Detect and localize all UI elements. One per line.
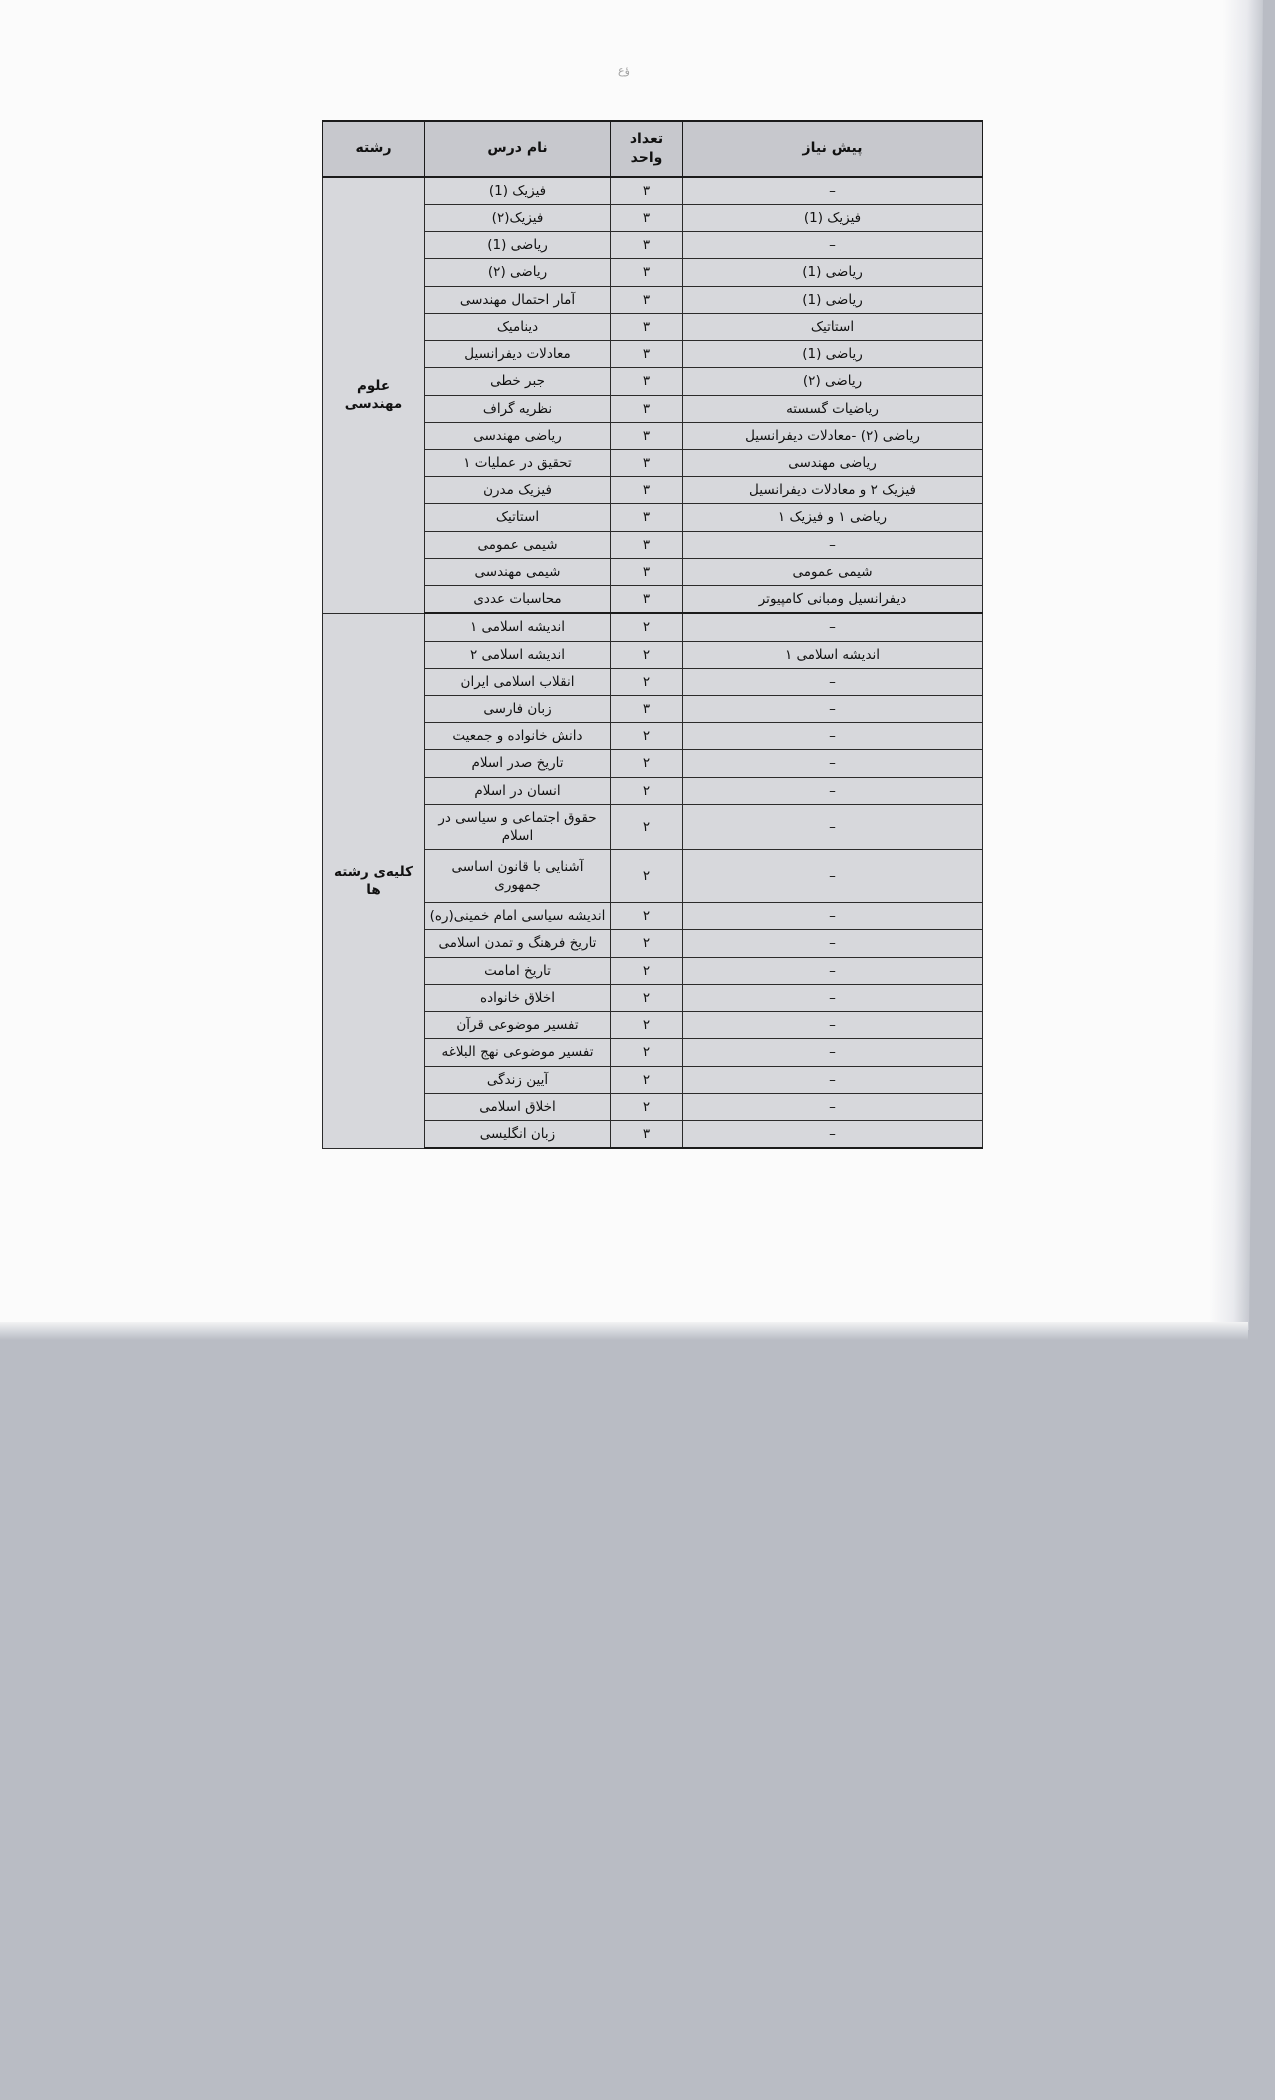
cell-prerequisite: – [683,804,983,849]
cell-prerequisite: – [683,903,983,930]
cell-course-name: اندیشه سیاسی امام خمینی(ره) [425,903,611,930]
cell-units: ۳ [611,259,683,286]
cell-units: ۲ [611,723,683,750]
cell-prerequisite: فیزیک (1) [683,205,983,232]
cell-course-name: اخلاق اسلامی [425,1093,611,1120]
cell-prerequisite: اندیشه اسلامی ۱ [683,641,983,668]
cell-units: ۳ [611,177,683,205]
cell-units: ۲ [611,850,683,903]
cell-units: ۳ [611,449,683,476]
cell-course-name: دانش خانواده و جمعیت [425,723,611,750]
cell-prerequisite: ریاضی (۲) -معادلات دیفرانسیل [683,422,983,449]
cell-units: ۳ [611,586,683,614]
cell-units: ۳ [611,395,683,422]
cell-prerequisite: فیزیک ۲ و معادلات دیفرانسیل [683,477,983,504]
cell-units: ۲ [611,750,683,777]
cell-units: ۲ [611,903,683,930]
cell-units: ۳ [611,341,683,368]
cell-prerequisite: – [683,177,983,205]
cell-field-group: علوم مهندسی [323,177,425,614]
curriculum-table-container [323,120,983,1149]
cell-units: ۲ [611,1039,683,1066]
cell-course-name: زبان فارسی [425,695,611,722]
cell-units: ۲ [611,957,683,984]
cell-course-name: دینامیک [425,313,611,340]
cell-units: ۳ [611,422,683,449]
cell-course-name: شیمی عمومی [425,531,611,558]
cell-prerequisite: – [683,613,983,641]
cell-course-name: فیزیک(۲) [425,205,611,232]
cell-prerequisite: – [683,723,983,750]
cell-prerequisite: – [683,1039,983,1066]
cell-prerequisite: – [683,1066,983,1093]
cell-course-name: تاریخ صدر اسلام [425,750,611,777]
cell-prerequisite: – [683,750,983,777]
cell-units: ۳ [611,504,683,531]
cell-course-name: تاریخ امامت [425,957,611,984]
cell-course-name: محاسبات عددی [425,586,611,614]
cell-units: ۳ [611,695,683,722]
cell-course-name: ریاضی مهندسی [425,422,611,449]
column-header-units-line2: واحد [630,149,663,166]
cell-prerequisite: – [683,232,983,259]
cell-prerequisite: – [683,984,983,1011]
cell-units: ۲ [611,1093,683,1120]
page-mark-right: ؤ [624,64,630,77]
column-header-prerequisite: پیش نیاز [683,121,983,177]
cell-course-name: نظریه گراف [425,395,611,422]
cell-course-name: انقلاب اسلامی ایران [425,668,611,695]
cell-course-name: معادلات دیفرانسیل [425,341,611,368]
cell-units: ۳ [611,205,683,232]
cell-course-name: تحقیق در عملیات ۱ [425,449,611,476]
page-header-marks [0,64,1248,77]
column-header-course-name: نام درس [425,121,611,177]
cell-prerequisite: ریاضی ۱ و فیزیک ۱ [683,504,983,531]
cell-units: ۲ [611,777,683,804]
cell-prerequisite: ریاضی (1) [683,259,983,286]
cell-prerequisite: ریاضی مهندسی [683,449,983,476]
cell-prerequisite: دیفرانسیل ومبانی کامپیوتر [683,586,983,614]
cell-units: ۲ [611,984,683,1011]
cell-units: ۳ [611,1121,683,1149]
cell-units: ۳ [611,531,683,558]
cell-units: ۳ [611,232,683,259]
cell-prerequisite: – [683,668,983,695]
cell-course-name: آیین زندگی [425,1066,611,1093]
cell-prerequisite: – [683,695,983,722]
cell-units: ۲ [611,641,683,668]
cell-prerequisite: ریاضیات گسسته [683,395,983,422]
cell-course-name: استاتیک [425,504,611,531]
cell-prerequisite: – [683,1012,983,1039]
cell-units: ۳ [611,558,683,585]
cell-units: ۲ [611,1012,683,1039]
cell-units: ۲ [611,930,683,957]
cell-course-name: اندیشه اسلامی ۱ [425,613,611,641]
cell-course-name: تفسیر موضوعی نهج البلاغه [425,1039,611,1066]
cell-course-name: تفسیر موضوعی قرآن [425,1012,611,1039]
cell-course-name: آمار احتمال مهندسی [425,286,611,313]
column-header-units [611,121,683,177]
cell-prerequisite: – [683,777,983,804]
page-shadow [0,1322,1248,1340]
cell-course-name: اخلاق خانواده [425,984,611,1011]
cell-units: ۲ [611,804,683,849]
page-mark-left: ع [618,64,625,77]
cell-course-name: ریاضی (1) [425,232,611,259]
table-body [323,177,983,1148]
cell-units: ۲ [611,613,683,641]
cell-units: ۲ [611,668,683,695]
table-header-row [323,121,983,177]
cell-prerequisite: – [683,531,983,558]
cell-course-name: انسان در اسلام [425,777,611,804]
column-header-units-line1: تعداد [629,131,664,147]
curriculum-table [322,120,983,1149]
table-head [323,121,983,177]
table-row [323,177,983,205]
cell-prerequisite: – [683,930,983,957]
cell-course-name: زبان انگلیسی [425,1121,611,1149]
column-header-field: رشته [323,121,425,177]
cell-prerequisite: شیمی عمومی [683,558,983,585]
table-row [323,613,983,641]
cell-course-name: شیمی مهندسی [425,558,611,585]
cell-prerequisite: ریاضی (1) [683,341,983,368]
cell-prerequisite: ریاضی (۲) [683,368,983,395]
cell-course-name: فیزیک مدرن [425,477,611,504]
cell-course-name: ریاضی (۲) [425,259,611,286]
cell-field-group: کلیه‌ی رشته ها [323,613,425,1148]
cell-course-name: تاریخ فرهنگ و تمدن اسلامی [425,930,611,957]
cell-prerequisite: ریاضی (1) [683,286,983,313]
cell-course-name: آشنایی با قانون اساسی جمهوری [425,850,611,903]
cell-units: ۳ [611,477,683,504]
cell-course-name: حقوق اجتماعی و سیاسی در اسلام [425,804,611,849]
cell-units: ۳ [611,368,683,395]
cell-units: ۲ [611,1066,683,1093]
cell-prerequisite: – [683,957,983,984]
cell-course-name: جبر خطی [425,368,611,395]
cell-course-name: اندیشه اسلامی ۲ [425,641,611,668]
cell-prerequisite: – [683,1093,983,1120]
cell-units: ۳ [611,313,683,340]
cell-units: ۳ [611,286,683,313]
cell-prerequisite: استاتیک [683,313,983,340]
cell-course-name: فیزیک (1) [425,177,611,205]
cell-prerequisite: – [683,1121,983,1149]
cell-prerequisite: – [683,850,983,903]
